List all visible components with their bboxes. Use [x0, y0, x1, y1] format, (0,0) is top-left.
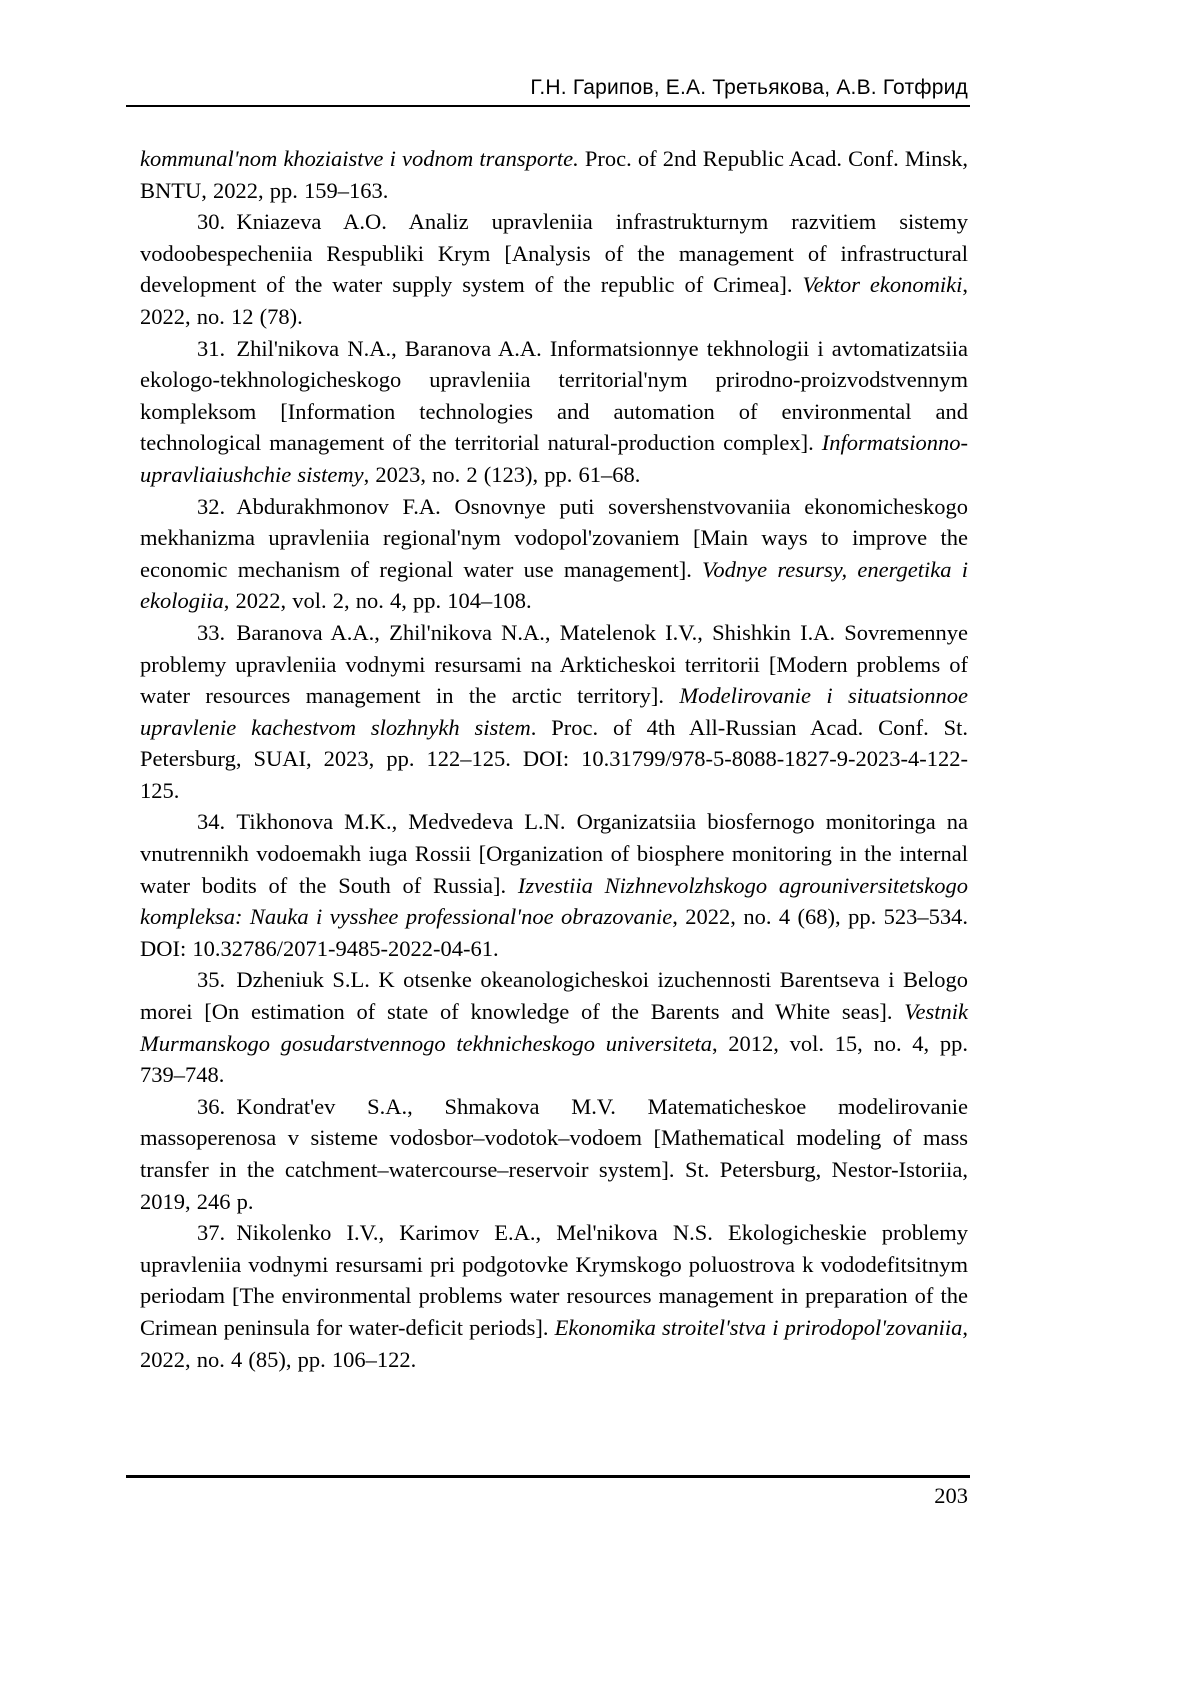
reference-text: 31. Zhil'nikova N.A., Baranova A.A. Informatsionnye tekhnologii i avtomatizatsiia ekologo-tekhnologicheskogo upravleniia territorial'nym prirodno-proizvodstvennym kompleksom [Information technologies and automation of environmental and technological management of the territorial natural-production complex].	[140, 335, 968, 456]
reference-source-italic: Vestnik Murmanskogo gosudarstvennogo tekhnicheskogo universiteta	[140, 999, 968, 1056]
reference-text: 32. Abdurakhmonov F.A. Osnovnye puti sovershenstvovaniia ekonomicheskogo mekhanizma upravleniia regional'nym vodopol'zovaniem [Main ways to improve the economic mechanism of regional water use management].	[140, 493, 968, 582]
reference-item	[140, 206, 968, 332]
reference-text: 36. Kondrat'ev S.A., Shmakova M.V. Matematicheskoe modelirovanie massoperenosa v sisteme vodosbor–vodotok–vodoem [Mathematical modeling of mass transfer in the catchment–watercourse–reservoir system]. St. Petersburg, Nestor-Istoriia, 2019, 246 p.	[140, 1093, 968, 1214]
reference-text: 35. Dzheniuk S.L. K otsenke okeanologicheskoi izuchennosti Barentseva i Belogo morei [On estimation of state of knowledge of the Barents and White seas].	[140, 967, 968, 1025]
running-header-authors: Г.Н. Гарипов, Е.А. Третьякова, А.В. Готфрид	[530, 76, 968, 99]
reference-text: , 2022, vol. 2, no. 4, pp. 104–108.	[223, 588, 532, 614]
reference-text: , 2022, no. 4 (85), pp. 106–122.	[140, 1314, 968, 1372]
reference-item	[140, 806, 968, 964]
reference-source-italic: Informatsionno-upravliaiushchie sistemy	[140, 430, 968, 487]
reference-item	[140, 333, 968, 491]
reference-text: . Proc. of 4th All-Russian Acad. Conf. St. Petersburg, SUAI, 2023, pp. 122–125. DOI: 10.31799/978-5-8088-1827-9-2023-4-122-125.	[140, 714, 968, 803]
reference-text: 33. Baranova A.A., Zhil'nikova N.A., Matelenok I.V., Shishkin I.A. Sovremennye problemy upravleniia vodnymi resursami na Arkticheskoi territorii [Modern problems of water resources management in the arctic territory].	[140, 619, 968, 709]
reference-text: Proc. of 2nd Republic Acad. Conf. Minsk, BNTU, 2022, pp. 159–163.	[140, 146, 969, 203]
reference-text: , 2012, vol. 15, no. 4, pp. 739–748.	[140, 1030, 968, 1088]
footer-rule	[126, 1475, 970, 1478]
reference-text: 37. Nikolenko I.V., Karimov E.A., Mel'nikova N.S. Ekologicheskie problemy upravleniia vodnymi resursami pri podgotovke Krymskogo poluostrova k vododefitsitnym periodam [The environmental problems water resources management in preparation of the Crimean peninsula for water-deficit periods].	[140, 1220, 968, 1340]
page-number: 203	[934, 1483, 968, 1508]
reference-source-italic: Vodnye resursy, energetika i ekologiia	[140, 556, 968, 614]
reference-source-italic: Ekonomika stroitel'stva i prirodopol'zovaniia	[554, 1314, 963, 1340]
reference-source-italic: Modelirovanie i situatsionnoe upravlenie kachestvom slozhnykh sistem	[140, 683, 968, 740]
reference-source-italic: Izvestiia Nizhnevolzhskogo agrouniversitetskogo kompleksa: Nauka i vysshee professional'noe obrazovanie	[140, 872, 968, 930]
reference-item	[140, 491, 968, 617]
reference-text: 34. Tikhonova M.K., Medvedeva L.N. Organizatsiia biosfernogo monitoringa na vnutrennikh vodoemakh iuga Rossii [Organization of biosphere monitoring in the internal water bodits of the South of Russia].	[140, 809, 968, 898]
reference-text: , 2022, no. 12 (78).	[140, 272, 968, 329]
reference-text: , 2023, no. 2 (123), pp. 61–68.	[363, 461, 641, 487]
reference-item	[140, 1091, 968, 1217]
reference-item	[140, 964, 968, 1090]
reference-text: , 2022, no. 4 (68), pp. 523–534. DOI: 10.32786/2071-9485-2022-04-61.	[140, 904, 968, 961]
reference-item	[140, 1217, 968, 1375]
references-list	[140, 143, 968, 1375]
header-rule	[126, 105, 970, 107]
reference-item	[140, 143, 968, 206]
reference-source-italic: Vektor ekonomiki	[802, 272, 963, 298]
reference-source-italic: kommunal'nom khoziaistve i vodnom transporte.	[140, 146, 579, 171]
reference-text: 30. Kniazeva A.O. Analiz upravleniia infrastrukturnym razvitiem sistemy vodoobespecheniia Respubliki Krym [Analysis of the management of infrastructural development of the water supply system of the republic of Crimea].	[140, 209, 968, 298]
reference-item	[140, 617, 968, 807]
